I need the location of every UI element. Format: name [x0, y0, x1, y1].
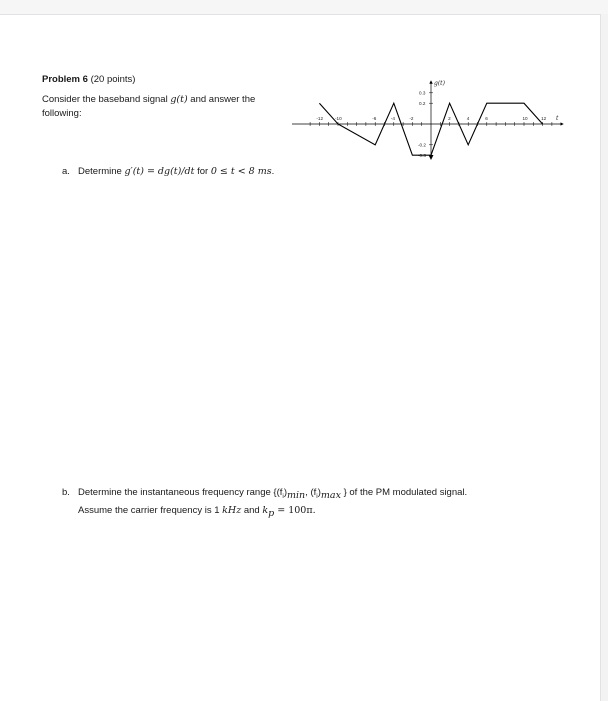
- problem-number: Problem 6: [42, 74, 88, 85]
- y-tick-label: -0.3: [418, 152, 426, 158]
- question-a-range: 0 ≤ t < 8 ms: [210, 166, 272, 177]
- kp-subscript: p: [268, 507, 275, 519]
- comma-sep: , (f: [305, 487, 317, 498]
- question-b: [62, 486, 562, 521]
- intro-text-post: and answer the following:: [42, 94, 256, 119]
- question-b-label: b.: [62, 487, 70, 498]
- x-tick-label: 2: [448, 116, 451, 121]
- question-a-text-mid: for: [194, 166, 211, 177]
- x-tick-label: 4: [466, 116, 470, 121]
- question-b-line1: [62, 486, 562, 504]
- sub-i-2: i: [316, 492, 318, 500]
- x-tick-label: 12: [541, 116, 547, 121]
- x-tick-label: 6: [485, 116, 488, 121]
- paren-1: ): [283, 487, 288, 498]
- intro-text-pre: Consider the baseband signal: [42, 94, 171, 105]
- frequency-unit: kHz: [222, 504, 242, 516]
- x-tick-label: 10: [522, 116, 528, 121]
- question-b-text-post: } of the PM modulated signal.: [340, 487, 468, 498]
- viewer-top-edge: [0, 0, 608, 14]
- x-tick-label: -6: [372, 116, 377, 121]
- question-a-derivative: g′(t) = dg(t)/dt: [124, 166, 195, 177]
- question-b-text-pre: Determine the instantaneous frequency range {(f: [78, 487, 283, 498]
- kp-symbol: k: [262, 504, 269, 516]
- signal-graph: [290, 76, 570, 168]
- paren-2: ): [317, 487, 321, 498]
- question-a-text-pre: Determine: [78, 166, 125, 177]
- intro-math: g(t): [170, 94, 188, 105]
- y-axis-label: g(t): [434, 80, 445, 87]
- question-b-line2: [62, 504, 562, 521]
- y-tick-label: -0.2: [418, 142, 426, 148]
- question-b-line2-mid: and: [241, 504, 263, 516]
- problem-points: (20 points): [90, 74, 136, 85]
- question-a-label: a.: [62, 166, 70, 177]
- x-tick-label: -2: [409, 116, 414, 121]
- y-tick-label: 0.2: [419, 100, 426, 106]
- sub-i-1: i: [282, 492, 284, 500]
- x-axis-label: t: [556, 115, 559, 122]
- sub-min: min: [287, 489, 306, 501]
- question-b-line2-pre: Assume the carrier frequency is 1: [78, 504, 223, 516]
- problem-intro: [42, 93, 282, 121]
- problem-title: [42, 74, 135, 85]
- question-a-text-post: .: [271, 166, 275, 177]
- kp-value: = 100π.: [274, 504, 316, 516]
- x-tick-label: -12: [316, 116, 324, 121]
- x-tick-label: -4: [390, 116, 395, 121]
- y-tick-label: 0.3: [419, 90, 426, 96]
- x-tick-label: -10: [335, 116, 342, 121]
- sub-max: max: [320, 489, 341, 501]
